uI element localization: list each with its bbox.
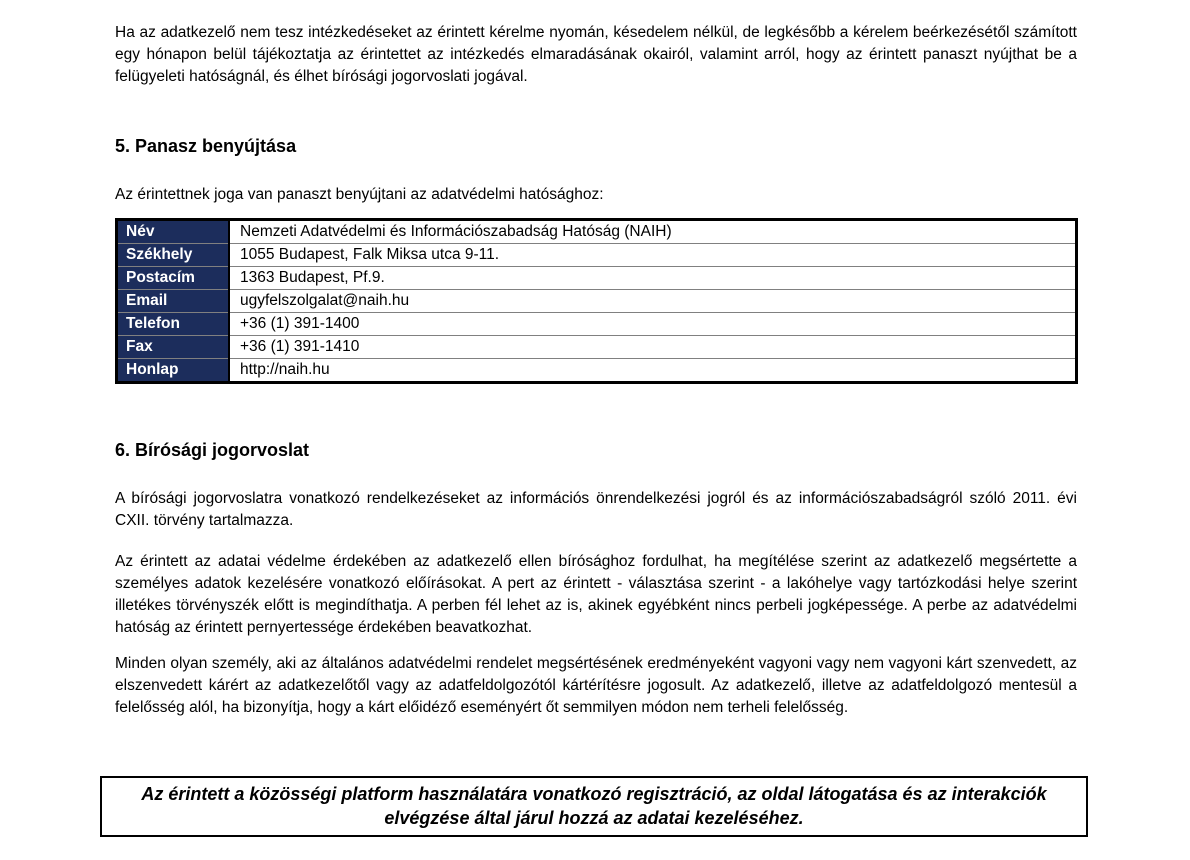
authority-contact-table [115,218,1078,384]
row-label: Email [117,290,230,313]
table-row [117,313,1077,336]
section-6-paragraph-1: A bírósági jogorvoslatra vonatkozó rendelkezéseket az információs önrendelkezési jogról és az információszabadságról szóló 2011. évi CXII. törvény tartalmazza. [115,490,1077,529]
table-row [117,336,1077,359]
row-value: 1363 Budapest, Pf.9. [229,267,1077,290]
row-value-website: http://naih.hu [229,359,1077,383]
consent-statement-box [100,776,1088,837]
consent-statement-text: Az érintett a közösségi platform használatára vonatkozó regisztráció, az oldal látogatása és az interakciók elvégzése által járul hozzá az adatai kezeléséhez. [141,784,1047,828]
row-label: Honlap [117,359,230,383]
row-value: 1055 Budapest, Falk Miksa utca 9-11. [229,244,1077,267]
row-label: Székhely [117,244,230,267]
row-value: +36 (1) 391-1410 [229,336,1077,359]
table-row [117,244,1077,267]
intro-paragraph: Ha az adatkezelő nem tesz intézkedéseket az érintett kérelme nyomán, késedelem nélkül, de legkésőbb a kérelem beérkezésétől számított egy hónapon belül tájékoztatja az érintettet az intézkedés elmaradásának okairól, valamint arról, hogy az érintett panaszt nyújthat be a felügyeleti hatóságnál, és élhet bírósági jogorvoslati jogával. [115,24,1077,85]
row-value-email: ugyfelszolgalat@naih.hu [229,290,1077,313]
table-row [117,290,1077,313]
section-5-heading: 5. Panasz benyújtása [115,136,297,156]
section-6-heading: 6. Bírósági jogorvoslat [115,440,310,460]
table-row [117,359,1077,383]
section-5-lead: Az érintettnek joga van panaszt benyújtani az adatvédelmi hatósághoz: [115,186,604,203]
table-row [117,220,1077,244]
section-6-paragraph-3: Minden olyan személy, aki az általános adatvédelmi rendelet megsértésének eredményeként vagyoni vagy nem vagyoni kárt szenvedett, az elszenvedett kárért az adatkezelőtől vagy az adatfeldolgozótól kártérítésre jogosult. Az adatkezelő, illetve az adatfeldolgozó mentesül a felelősség alól, ha bizonyítja, hogy a kárt előidéző eseményért őt semmilyen módon nem terheli felelősség. [115,655,1077,716]
row-label: Telefon [117,313,230,336]
row-value: Nemzeti Adatvédelmi és Információszabadság Hatóság (NAIH) [240,223,672,240]
row-label: Fax [117,336,230,359]
section-6-paragraph-2: Az érintett az adatai védelme érdekében az adatkezelő ellen bírósághoz fordulhat, ha megítélése szerint az adatkezelő megsértette a személyes adatok kezelésére vonatkozó előírásokat. A pert az érintett - választása szerint - a lakóhelye vagy tartózkodási helye szerint illetékes törvényszék előtt is megindíthatja. A perben fél lehet az is, akinek egyébként nincs perbeli jogképessége. A perbe az adatvédelmi hatóság az érintett pernyertessége érdekében beavatkozhat. [115,553,1077,636]
row-value: +36 (1) 391-1400 [229,313,1077,336]
row-label: Név [117,220,230,244]
table-row [117,267,1077,290]
row-label: Postacím [117,267,230,290]
